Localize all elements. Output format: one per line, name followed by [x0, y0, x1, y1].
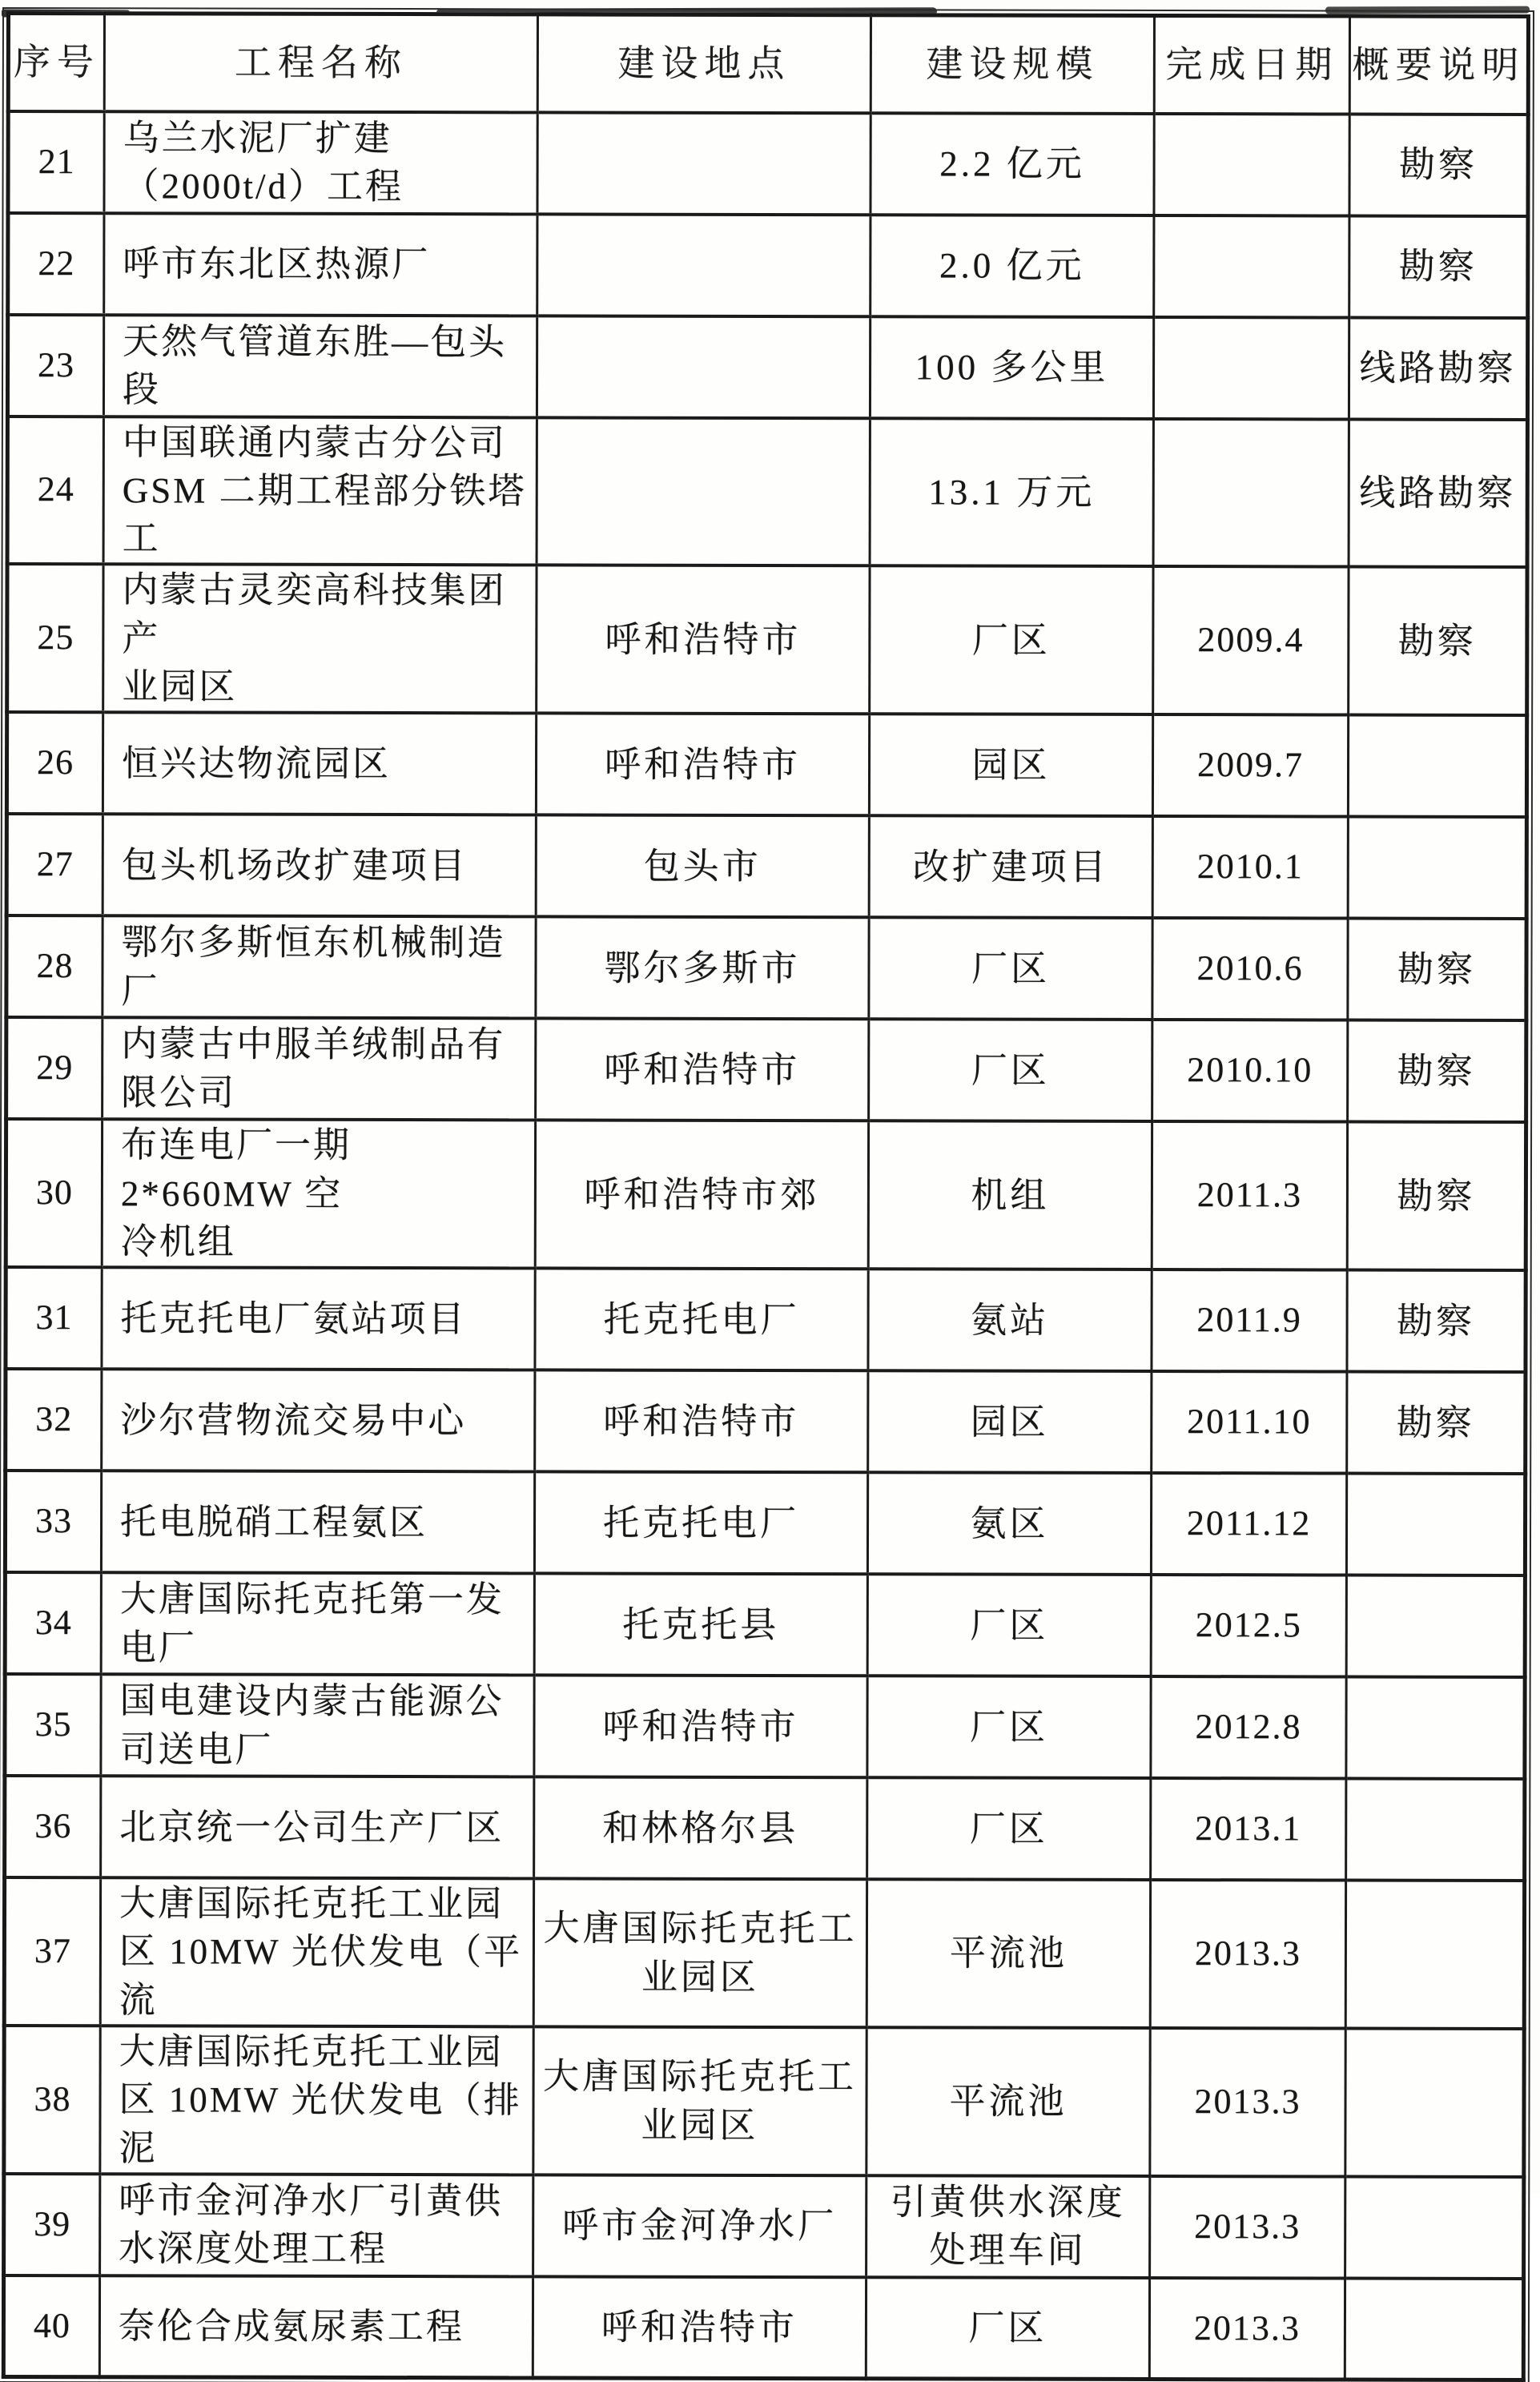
cell-no: 25 [7, 564, 103, 712]
header-name: 工程名称 [104, 14, 537, 112]
cell-name: 内蒙古灵奕高科技集团产 业园区 [103, 565, 537, 714]
table-row [7, 416, 1527, 568]
cell-date: 2009.4 [1153, 566, 1349, 714]
table-row [6, 1267, 1526, 1372]
cell-scale: 氨区 [867, 1472, 1151, 1575]
cell-date: 2013.3 [1150, 2176, 1345, 2279]
header-seq: 序号 [8, 14, 104, 111]
cell-date: 2013.3 [1150, 2028, 1345, 2176]
cell-no: 35 [5, 1674, 101, 1776]
cell-name: 北京统一公司生产厂区 [101, 1776, 534, 1878]
cell-no: 22 [8, 213, 104, 315]
cell-note [1345, 2278, 1523, 2380]
cell-name: 乌兰水泥厂扩建 （2000t/d）工程 [104, 111, 537, 214]
table-row [8, 213, 1528, 318]
cell-note: 线路勘察 [1349, 419, 1527, 567]
cell-name: 大唐国际托克托工业园 区 10MW 光伏发电（排泥 [100, 2026, 533, 2175]
table-row [6, 1017, 1526, 1122]
cell-date: 2013.3 [1150, 1880, 1345, 2028]
cell-no: 26 [6, 712, 103, 814]
cell-location: 大唐国际托克托工 业园区 [533, 2026, 867, 2175]
cell-date: 2011.3 [1152, 1121, 1347, 1269]
cell-location: 托克托电厂 [535, 1269, 868, 1371]
cell-date: 2012.5 [1151, 1575, 1346, 1677]
cell-note: 勘察 [1349, 114, 1528, 215]
cell-scale: 引黄供水深度 处理车间 [867, 2175, 1150, 2278]
header-note: 概要说明 [1349, 16, 1528, 114]
cell-location: 呼和浩特市郊 [535, 1121, 868, 1269]
cell-no: 28 [6, 915, 103, 1017]
cell-note [1345, 2176, 1524, 2278]
table-sheet [6, 13, 1530, 2380]
cell-name: 沙尔营物流交易中心 [102, 1369, 535, 1471]
cell-scale: 平流池 [867, 2027, 1150, 2176]
table-row [6, 712, 1526, 817]
cell-location: 呼和浩特市 [537, 565, 870, 714]
cell-location: 呼和浩特市 [533, 2276, 866, 2379]
cell-no: 37 [4, 1877, 100, 2026]
cell-date [1154, 114, 1349, 216]
table-row [5, 1471, 1525, 1575]
cell-name: 呼市金河净水厂引黄供 水深度处理工程 [100, 2174, 533, 2276]
cell-location [537, 316, 870, 418]
cell-note: 勘察 [1347, 1372, 1526, 1474]
cell-no: 31 [6, 1267, 102, 1369]
table-row [6, 814, 1526, 919]
cell-note [1346, 1779, 1525, 1881]
table-row [4, 1877, 1524, 2029]
table-row [4, 2174, 1524, 2279]
header-row [8, 14, 1528, 115]
cell-name: 天然气管道东胜—包头 段 [103, 315, 537, 417]
cell-name: 包头机场改扩建项目 [103, 815, 536, 917]
cell-no: 33 [5, 1471, 101, 1572]
cell-name: 鄂尔多斯恒东机械制造 厂 [103, 916, 536, 1019]
cell-scale: 厂区 [869, 918, 1152, 1020]
cell-name: 大唐国际托克托第一发 电厂 [101, 1572, 534, 1675]
table-row [7, 564, 1527, 715]
cell-note [1346, 1575, 1525, 1677]
cell-location: 呼和浩特市 [535, 1370, 868, 1473]
table-row [5, 1674, 1525, 1779]
table-row [6, 1119, 1526, 1270]
cell-no: 38 [4, 2026, 100, 2174]
header-scale: 建设规模 [871, 15, 1154, 114]
cell-note [1346, 1474, 1525, 1575]
cell-location: 呼和浩特市 [536, 1019, 869, 1121]
cell-name: 呼市东北区热源厂 [104, 213, 537, 316]
cell-scale: 厂区 [866, 2277, 1149, 2380]
cell-date: 2010.1 [1152, 816, 1348, 919]
cell-note [1348, 817, 1526, 919]
table-row [5, 1776, 1525, 1881]
cell-scale: 厂区 [869, 1020, 1152, 1122]
cell-date: 2010.10 [1152, 1020, 1348, 1122]
cell-date: 2012.8 [1151, 1676, 1346, 1779]
table-row [8, 111, 1528, 216]
cell-location: 呼市金河净水厂 [533, 2175, 867, 2277]
cell-scale: 厂区 [870, 566, 1153, 715]
cell-location: 大唐国际托克托工 业园区 [533, 1879, 867, 2028]
cell-note: 勘察 [1349, 567, 1527, 715]
cell-location: 呼和浩特市 [534, 1676, 867, 1778]
cell-scale: 园区 [869, 714, 1152, 817]
cell-scale: 2.2 亿元 [871, 113, 1154, 215]
table-row [4, 2026, 1524, 2177]
cell-no: 30 [6, 1119, 102, 1267]
cell-name: 中国联通内蒙古分公司 GSM 二期工程部分铁塔工 [103, 416, 537, 565]
cell-date [1154, 215, 1349, 318]
projects-table [2, 11, 1530, 2382]
cell-scale: 平流池 [867, 1879, 1150, 2028]
table-row [5, 1572, 1525, 1677]
cell-note: 勘察 [1347, 1122, 1526, 1270]
cell-scale: 园区 [868, 1370, 1152, 1473]
cell-location: 托克托电厂 [534, 1472, 867, 1575]
cell-note: 勘察 [1348, 1020, 1526, 1122]
table-row [6, 1369, 1526, 1474]
cell-note: 线路勘察 [1349, 317, 1527, 419]
cell-name: 托电脱硝工程氨区 [101, 1471, 534, 1573]
cell-scale: 100 多公里 [870, 316, 1153, 419]
cell-date: 2009.7 [1152, 714, 1348, 817]
cell-note [1346, 1677, 1525, 1779]
table-row [3, 2275, 1523, 2380]
cell-name: 国电建设内蒙古能源公 司送电厂 [101, 1674, 534, 1776]
cell-location [537, 417, 870, 566]
cell-scale: 厂区 [867, 1574, 1151, 1676]
cell-scale: 氨站 [868, 1269, 1152, 1371]
cell-no: 27 [6, 814, 103, 915]
table-body [3, 111, 1528, 2380]
cell-location [537, 214, 871, 316]
cell-no: 29 [6, 1017, 103, 1119]
cell-note: 勘察 [1349, 215, 1528, 317]
cell-location: 托克托县 [534, 1574, 867, 1676]
cell-no: 32 [6, 1369, 102, 1471]
cell-note [1345, 1881, 1524, 2029]
cell-location: 和林格尔县 [534, 1777, 867, 1880]
cell-scale: 13.1 万元 [870, 418, 1153, 567]
cell-location: 呼和浩特市 [536, 714, 869, 816]
cell-note [1348, 715, 1526, 817]
cell-name: 托克托电厂氨站项目 [102, 1267, 535, 1370]
cell-date [1153, 419, 1349, 567]
cell-name: 大唐国际托克托工业园 区 10MW 光伏发电（平流 [100, 1877, 533, 2026]
cell-no: 36 [5, 1776, 101, 1877]
table-row [7, 315, 1527, 420]
cell-name: 奈伦合成氨尿素工程 [99, 2275, 533, 2378]
cell-no: 23 [7, 315, 103, 416]
cell-scale: 2.0 亿元 [871, 215, 1154, 317]
cell-scale: 厂区 [867, 1777, 1151, 1880]
cell-date: 2013.3 [1149, 2278, 1345, 2380]
cell-name: 恒兴达物流园区 [103, 713, 536, 815]
cell-location: 鄂尔多斯市 [536, 917, 869, 1020]
cell-date: 2011.9 [1152, 1269, 1347, 1372]
table-row [6, 915, 1526, 1020]
cell-no: 39 [4, 2174, 100, 2275]
header-location: 建设地点 [537, 14, 871, 113]
cell-no: 34 [5, 1572, 101, 1674]
cell-scale: 厂区 [867, 1676, 1151, 1778]
cell-date: 2013.1 [1151, 1778, 1346, 1881]
cell-scale: 机组 [868, 1121, 1152, 1270]
cell-no: 21 [8, 111, 104, 213]
cell-no: 40 [3, 2275, 99, 2377]
cell-date: 2011.12 [1151, 1473, 1346, 1575]
cell-date [1153, 317, 1349, 420]
cell-location [537, 112, 871, 215]
cell-location: 包头市 [536, 815, 869, 918]
cell-note [1345, 2029, 1524, 2177]
cell-name: 内蒙古中服羊绒制品有 限公司 [103, 1018, 536, 1121]
cell-scale: 改扩建项目 [869, 816, 1152, 919]
header-date: 完成日期 [1154, 16, 1349, 115]
cell-no: 24 [7, 416, 103, 565]
cell-name: 布连电厂一期 2*660MW 空 冷机组 [102, 1120, 535, 1269]
cell-date: 2011.10 [1152, 1371, 1347, 1474]
cell-note: 勘察 [1347, 1270, 1526, 1372]
cell-note: 勘察 [1348, 919, 1526, 1020]
cell-date: 2010.6 [1152, 918, 1348, 1020]
